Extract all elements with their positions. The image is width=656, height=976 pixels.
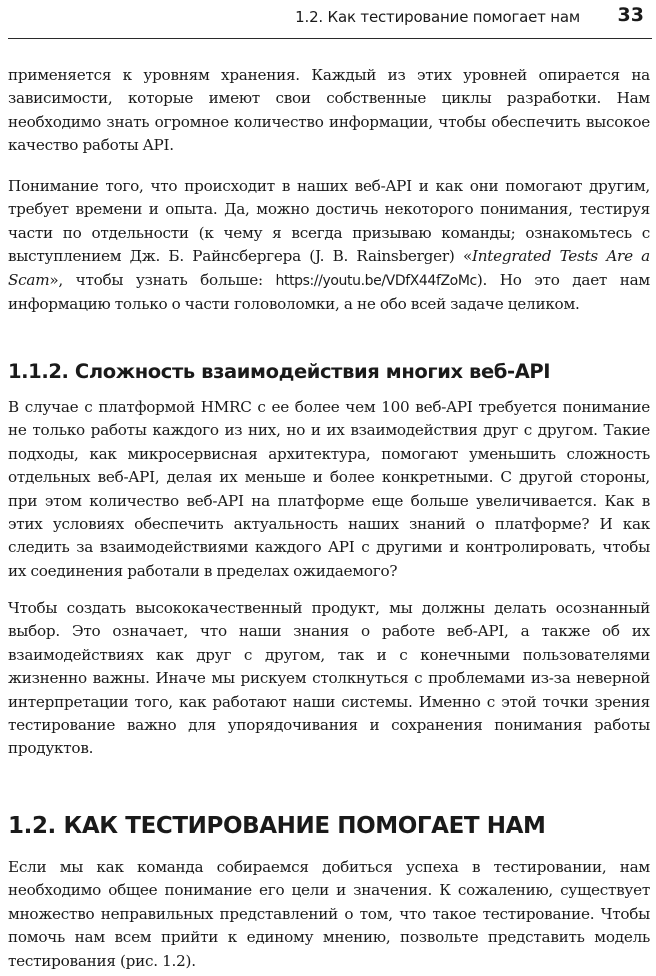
running-title: 1.2. Как тестирование помогает нам xyxy=(295,8,580,26)
page-number: 33 xyxy=(617,4,644,26)
video-link[interactable]: https://youtu.be/VDfX44fZoMc xyxy=(275,272,477,289)
running-header xyxy=(0,0,656,40)
section-heading: 1.1.2. Сложность взаимодействия многих веб-API xyxy=(8,360,551,383)
paragraph-testing-model: Если мы как команда собираемся добиться успеха в тестировании, нам необходимо общее понимание его цели и значения. К сожалению, существует множество неправильных представлений о том, что такое тестирование. Чтобы помочь нам всем прийти к единому мнению, позвольте представить модель тестирования (рис. 1.2). xyxy=(8,858,650,970)
paragraph-text: », чтобы узнать больше: xyxy=(49,270,276,289)
paragraph-storage-levels: применяется к уровням хранения. Каждый из этих уровней опирается на зависимости, которые имеют свои собственные циклы разработки. Нам необходимо знать огромное количество информации, чтобы обеспечить высокое качество работы API. xyxy=(8,66,650,155)
paragraph-understanding-apis xyxy=(8,175,650,316)
header-rule xyxy=(8,38,652,39)
paragraph-text: ). Но это дает нам информацию только о части головоломки, а не обо всей задаче целиком. xyxy=(8,270,650,314)
chapter-heading: 1.2. КАК ТЕСТИРОВАНИЕ ПОМОГАЕТ НАМ xyxy=(8,813,546,839)
paragraph-hmrc-platform: В случае с платформой HMRC с ее более чем 100 веб-API требуется понимание не только работы каждого из них, но и их взаимодействия друг с другом. Такие подходы, как микросервисная архитектура, помогают уменьшить сложность отдельных веб-API, делая их меньше и более конкретными. С другой стороны, при этом количество веб-API на платформе еще больше увеличивается. Как в этих условиях обеспечить актуальность наших знаний о платформе? И как следить за взаимодействиями каждого API с другими и контролировать, чтобы их соединения работали в пределах ожидаемого? xyxy=(8,398,650,580)
talk-title: Integrated Tests Are a Scam xyxy=(8,247,650,289)
paragraph-text: Понимание того, что происходит в наших веб-API и как они помогают другим, требует времени и опыта. Да, можно достичь некоторого понимания, тестируя части по отдельности (к чему я всегда призываю команды; ознакомьтесь с выступлением Дж. Б. Райнсбергера (J. B. Rainsberger) « xyxy=(8,177,650,266)
paragraph-quality-product: Чтобы создать высококачественный продукт, мы должны делать осознанный выбор. Это означает, что наши знания о работе веб-API, а также об их взаимодействиях как друг с другом, так и с конечными пользователями жизненно важны. Иначе мы рискуем столкнуться с проблемами из-за неверной интерпретации того, как работают наши системы. Именно с этой точки зрения тестирование важно для упорядочивания и сохранения понимания работы продуктов. xyxy=(8,599,651,758)
